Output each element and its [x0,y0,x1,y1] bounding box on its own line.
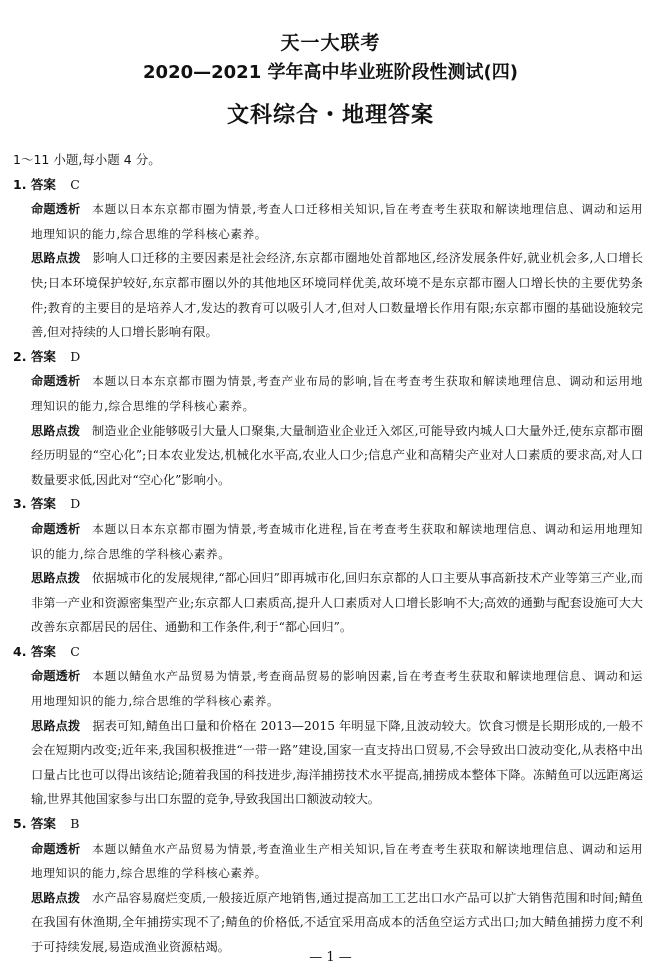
points-text: 影响人口迁移的主要因素是社会经济,东京都市圈地处首都地区,经济发展条件好,就业机会多,人口增长快;日本环境保护较好,东京都市圈以外的其他地区环境同样优美,故环境不是东京都市圈人口增长快的主要优势条件;教育的主要目的是培养人才,发达的教育可以吸引人才,但对人口数量增长作用有限;东京都市圈的基础设施较完善,但对持续的人口增长影响有限。 [31,251,643,340]
answer-label: 答案 [30,643,56,659]
answer-label: 答案 [30,348,56,364]
points-text: 制造业企业能够吸引大量人口聚集,大量制造业企业迁入郊区,可能导致内城人口大量外迁,使东京都市圈经历明显的“空心化”;日本农业发达,机械化水平高,农业人口少;信息产业和高精尖产业对人口素质的要求高,对人口数量要求低,因此对“空心化”影响小。 [31,423,644,487]
analysis-label: 命题透析 [31,202,81,217]
question-block [13,173,643,345]
analysis-text: 本题以日本东京都市圈为情景,考查人口迁移相关知识,旨在考查考生获取和解读地理信息、调动和运用地理知识的能力,综合思维的学科核心素养。 [31,202,644,241]
analysis-paragraph [31,197,643,246]
points-paragraph [31,566,643,640]
points-text: 据表可知,鲭鱼出口量和价格在 2013—2015 年明显下降,且波动较大。饮食习惯是长期形成的,一般不会在短期内改变;近年来,我国积极推进“一带一路”建设,国家一直支持出口贸易,不会导致出口波动变化,从表格中出口量占比也可以得出该结论;随着我国的科技进步,海洋捕捞技术水平提高,捕捞成本整体下降。冻鲭鱼可以远距离运输,世界其他国家参与出口东盟的竞争,导致我国出口额波动较大。 [31,718,644,807]
analysis-paragraph [31,664,643,713]
points-paragraph [31,246,643,344]
exam-title: 2020—2021 学年高中毕业班阶段性测试(四) [143,62,518,83]
analysis-paragraph [31,517,643,566]
points-label: 思路点拨 [31,890,81,905]
points-paragraph [31,419,643,493]
analysis-text: 本题以日本东京都市圈为情景,考查城市化进程,旨在考查考生获取和解读地理信息、调动和运用地理知识的能力,综合思维的学科核心素养。 [31,521,644,561]
question-number: 1. [13,176,27,192]
answer-choice: D [70,496,81,512]
answer-content [13,148,643,960]
question-number: 5. [13,816,27,832]
points-label: 思路点拨 [31,423,81,438]
analysis-paragraph [31,837,643,886]
question-heading [13,345,643,370]
analysis-label: 命题透析 [31,521,81,536]
analysis-label: 命题透析 [31,669,81,684]
points-paragraph [31,886,643,960]
question-heading [13,492,643,517]
analysis-text: 本题以鲭鱼水产品贸易为情景,考查渔业生产相关知识,旨在考查考生获取和解读地理信息、调动和运用地理知识的能力,综合思维的学科核心素养。 [31,841,644,881]
page-number: — 1 — [309,950,352,965]
answer-label: 答案 [30,176,56,192]
question-number: 4. [13,643,27,659]
points-text: 水产品容易腐烂变质,一般接近原产地销售,通过提高加工工艺出口水产品可以扩大销售范围和时间;鲭鱼在我国有休渔期,全年捕捞实现不了;鲭鱼的价格低,不适宜采用高成本的活鱼空运方式出口;加大鲭鱼捕捞力度不利于可持续发展,易造成渔业资源枯竭。 [31,890,644,954]
question-heading [13,812,643,837]
question-block [13,492,643,640]
question-number: 3. [13,496,27,512]
answer-choice: B [70,816,80,832]
points-paragraph [31,714,643,812]
organization-title: 天一大联考 [280,32,381,54]
question-block [13,640,643,812]
question-block [13,812,643,960]
answer-choice: D [70,348,81,364]
points-label: 思路点拨 [31,718,81,733]
question-heading [13,173,643,198]
answer-label: 答案 [30,496,56,512]
analysis-text: 本题以鲭鱼水产品贸易为情景,考查商品贸易的影响因素,旨在考查考生获取和解读地理信息、调动和运用地理知识的能力,综合思维的学科核心素养。 [31,669,644,709]
analysis-text: 本题以日本东京都市圈为情景,考查产业布局的影响,旨在考查考生获取和解读地理信息、调动和运用地理知识的能力,综合思维的学科核心素养。 [31,374,644,413]
answer-label: 答案 [30,816,56,832]
question-number: 2. [13,348,27,364]
points-label: 思路点拨 [31,251,81,266]
analysis-paragraph [31,369,643,418]
answer-choice: C [70,176,80,192]
points-text: 依据城市化的发展规律,“都心回归”即再城市化,回归东京都的人口主要从事高新技术产业等第三产业,而非第一产业和资源密集型产业;东京都人口素质高,提升人口素质对人口增长影响不大;高效的通勤与配套设施可大大改善东京都居民的居住、通勤和工作条件,利于“都心回归”。 [31,571,643,635]
question-heading [13,640,643,665]
answer-choice: C [70,643,80,659]
analysis-label: 命题透析 [31,841,81,856]
points-label: 思路点拨 [31,571,80,586]
subject-title: 文科综合・地理答案 [226,103,434,128]
question-block [13,345,643,493]
scoring-intro: 1～11 小题,每小题 4 分。 [13,152,161,167]
analysis-label: 命题透析 [31,374,81,389]
